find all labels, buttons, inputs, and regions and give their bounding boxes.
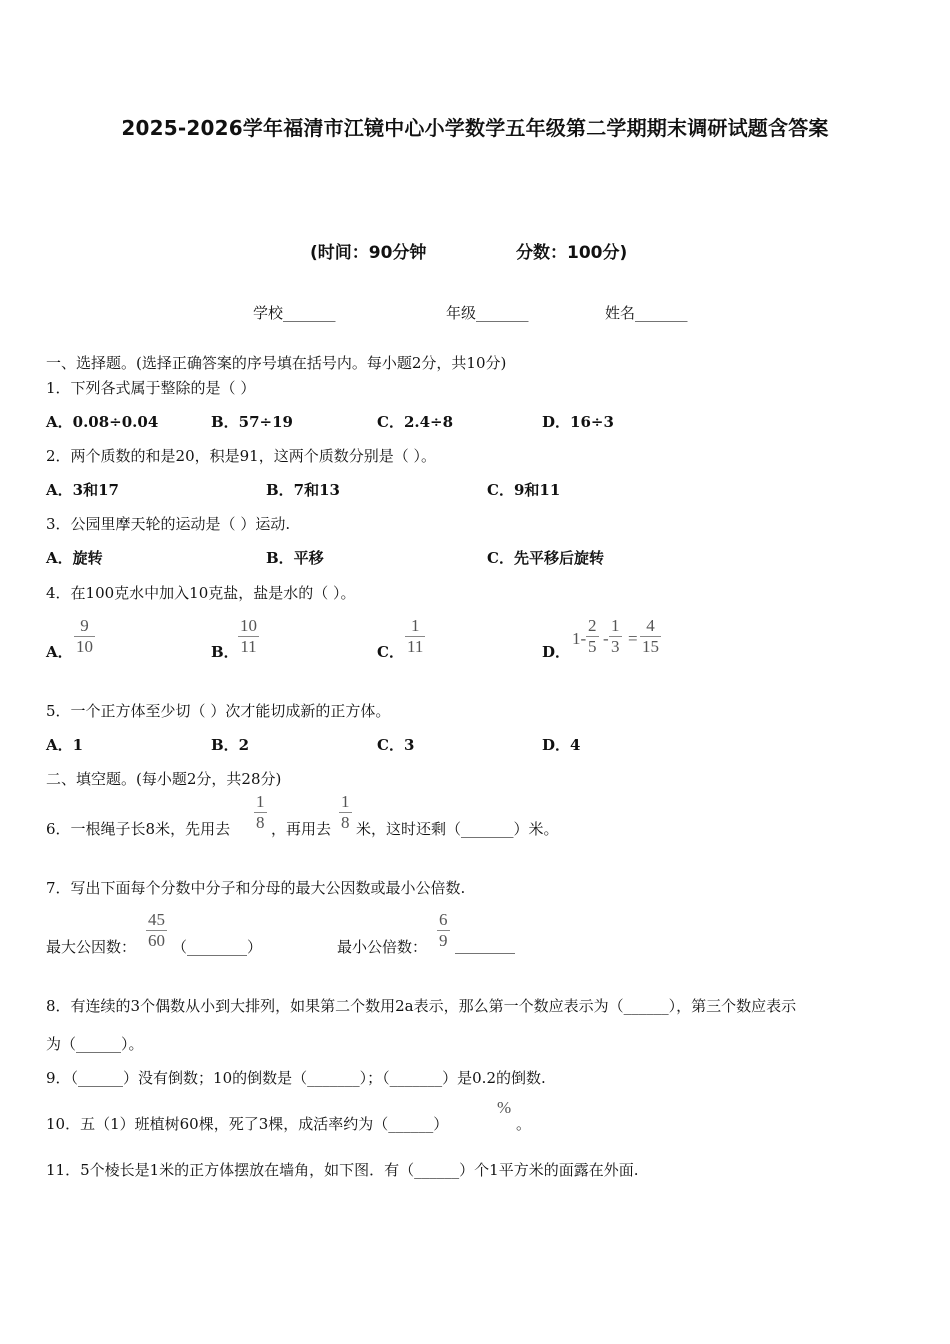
q5-option-b: B．2 [211, 736, 250, 754]
q2-option-a: A．3和17 [46, 481, 119, 499]
numerator: 4 [646, 616, 655, 635]
q1-option-c: C．2.4÷8 [377, 413, 454, 431]
q4-expr-lead: 1- [572, 629, 587, 648]
question-10: 10．五（1）班植树60棵，死了3棵，成活率约为（______） [46, 1115, 449, 1133]
denominator: 11 [407, 637, 424, 656]
question-11: 11．5个棱长是1米的正方体摆放在墙角，如下图．有（______）个1平方米的面露在外面. [46, 1161, 639, 1179]
question-5: 5．一个正方体至少切（ ）次才能切成新的正方体。 [46, 702, 391, 720]
q7-fraction-2 [437, 911, 450, 950]
section-1-heading: 一、选择题。(选择正确答案的序号填在括号内。每小题2分，共10分) [46, 354, 507, 372]
exam-score: 分数：100分) [516, 243, 628, 263]
question-9: 9．（______）没有倒数；10的倒数是（_______）；（_______）是0.2的倒数. [46, 1069, 546, 1087]
q3-option-b: B．平移 [266, 549, 324, 567]
section-2-heading: 二、填空题。(每小题2分，共28分) [46, 770, 282, 788]
numerator: 1 [256, 792, 265, 811]
question-3: 3．公园里摩天轮的运动是（ ）运动. [46, 515, 291, 533]
denominator: 15 [642, 637, 659, 656]
q6-fraction-2 [339, 793, 352, 832]
question-6-part3: 米，这时还剩（_______）米。 [356, 820, 559, 838]
q4-fraction-d1 [586, 617, 599, 656]
denominator: 10 [76, 637, 93, 656]
grade-field: 年级_______ [446, 304, 529, 322]
q4-option-a: A． [46, 643, 73, 661]
q7-gcd-blank: （________） [172, 938, 263, 956]
q5-option-a: A．1 [46, 736, 84, 754]
numerator: 45 [148, 910, 165, 929]
q1-option-d: D．16÷3 [542, 413, 614, 431]
numerator: 1 [341, 792, 350, 811]
denominator: 3 [611, 637, 620, 656]
q4-fraction-a [74, 617, 95, 656]
q7-gcd-label: 最大公因数： [46, 938, 137, 956]
numerator: 9 [80, 616, 89, 635]
q4-fraction-b [238, 617, 259, 656]
denominator: 9 [439, 931, 448, 950]
q4-fraction-d2 [609, 617, 622, 656]
q7-fraction-1 [146, 911, 167, 950]
q2-option-c: C．9和11 [487, 481, 561, 499]
denominator: 8 [256, 813, 265, 832]
denominator: 5 [588, 637, 597, 656]
q6-fraction-1 [254, 793, 267, 832]
page-title: 2025-2026学年福清市江镜中心小学数学五年级第二学期期末调研试题含答案 [121, 116, 829, 140]
numerator: 10 [240, 616, 257, 635]
exam-time: (时间：90分钟 [310, 243, 427, 263]
denominator: 8 [341, 813, 350, 832]
q7-lcm-label: 最小公倍数： [337, 938, 428, 956]
numerator: 1 [611, 616, 620, 635]
q7-lcm-blank: ________ [455, 936, 515, 954]
q1-option-a: A．0.08÷0.04 [46, 413, 159, 431]
question-6-part2: ，再用去 [271, 820, 332, 838]
q4-expr-minus: - [603, 629, 609, 648]
numerator: 1 [410, 616, 420, 635]
q3-option-a: A．旋转 [46, 549, 103, 567]
q4-expr-equals: = [628, 629, 638, 648]
q1-option-b: B．57÷19 [211, 413, 293, 431]
q2-option-b: B．7和13 [266, 481, 340, 499]
q3-option-c: C．先平移后旋转 [487, 549, 604, 567]
question-6-part1: 6．一根绳子长8米，先用去 [46, 820, 231, 838]
question-8-line2: 为（______）。 [46, 1035, 144, 1053]
q10-percent-sign: % [497, 1098, 512, 1117]
question-2: 2．两个质数的和是20，积是91，这两个质数分别是（ ）。 [46, 447, 436, 465]
q4-fraction-c [405, 617, 425, 656]
q4-option-c: C． [377, 643, 404, 661]
question-8-line1: 8．有连续的3个偶数从小到大排列，如果第二个数用2a表示，那么第一个数应表示为（______），第三个数应表示 [46, 997, 797, 1015]
name-field: 姓名_______ [605, 304, 688, 322]
question-7: 7．写出下面每个分数中分子和分母的最大公因数或最小公倍数. [46, 879, 466, 897]
q4-option-d: D． [542, 643, 571, 661]
numerator: 6 [439, 910, 448, 929]
denominator: 60 [148, 931, 165, 950]
q4-option-b: B． [211, 643, 239, 661]
q5-option-c: C．3 [377, 736, 415, 754]
question-4: 4．在100克水中加入10克盐，盐是水的（ ）。 [46, 584, 356, 602]
q4-fraction-d3 [640, 617, 661, 656]
denominator: 11 [240, 637, 257, 656]
q5-option-d: D．4 [542, 736, 581, 754]
numerator: 2 [588, 616, 597, 635]
school-field: 学校_______ [253, 304, 336, 322]
question-1: 1．下列各式属于整除的是（ ） [46, 379, 256, 397]
q10-end: 。 [516, 1115, 532, 1133]
